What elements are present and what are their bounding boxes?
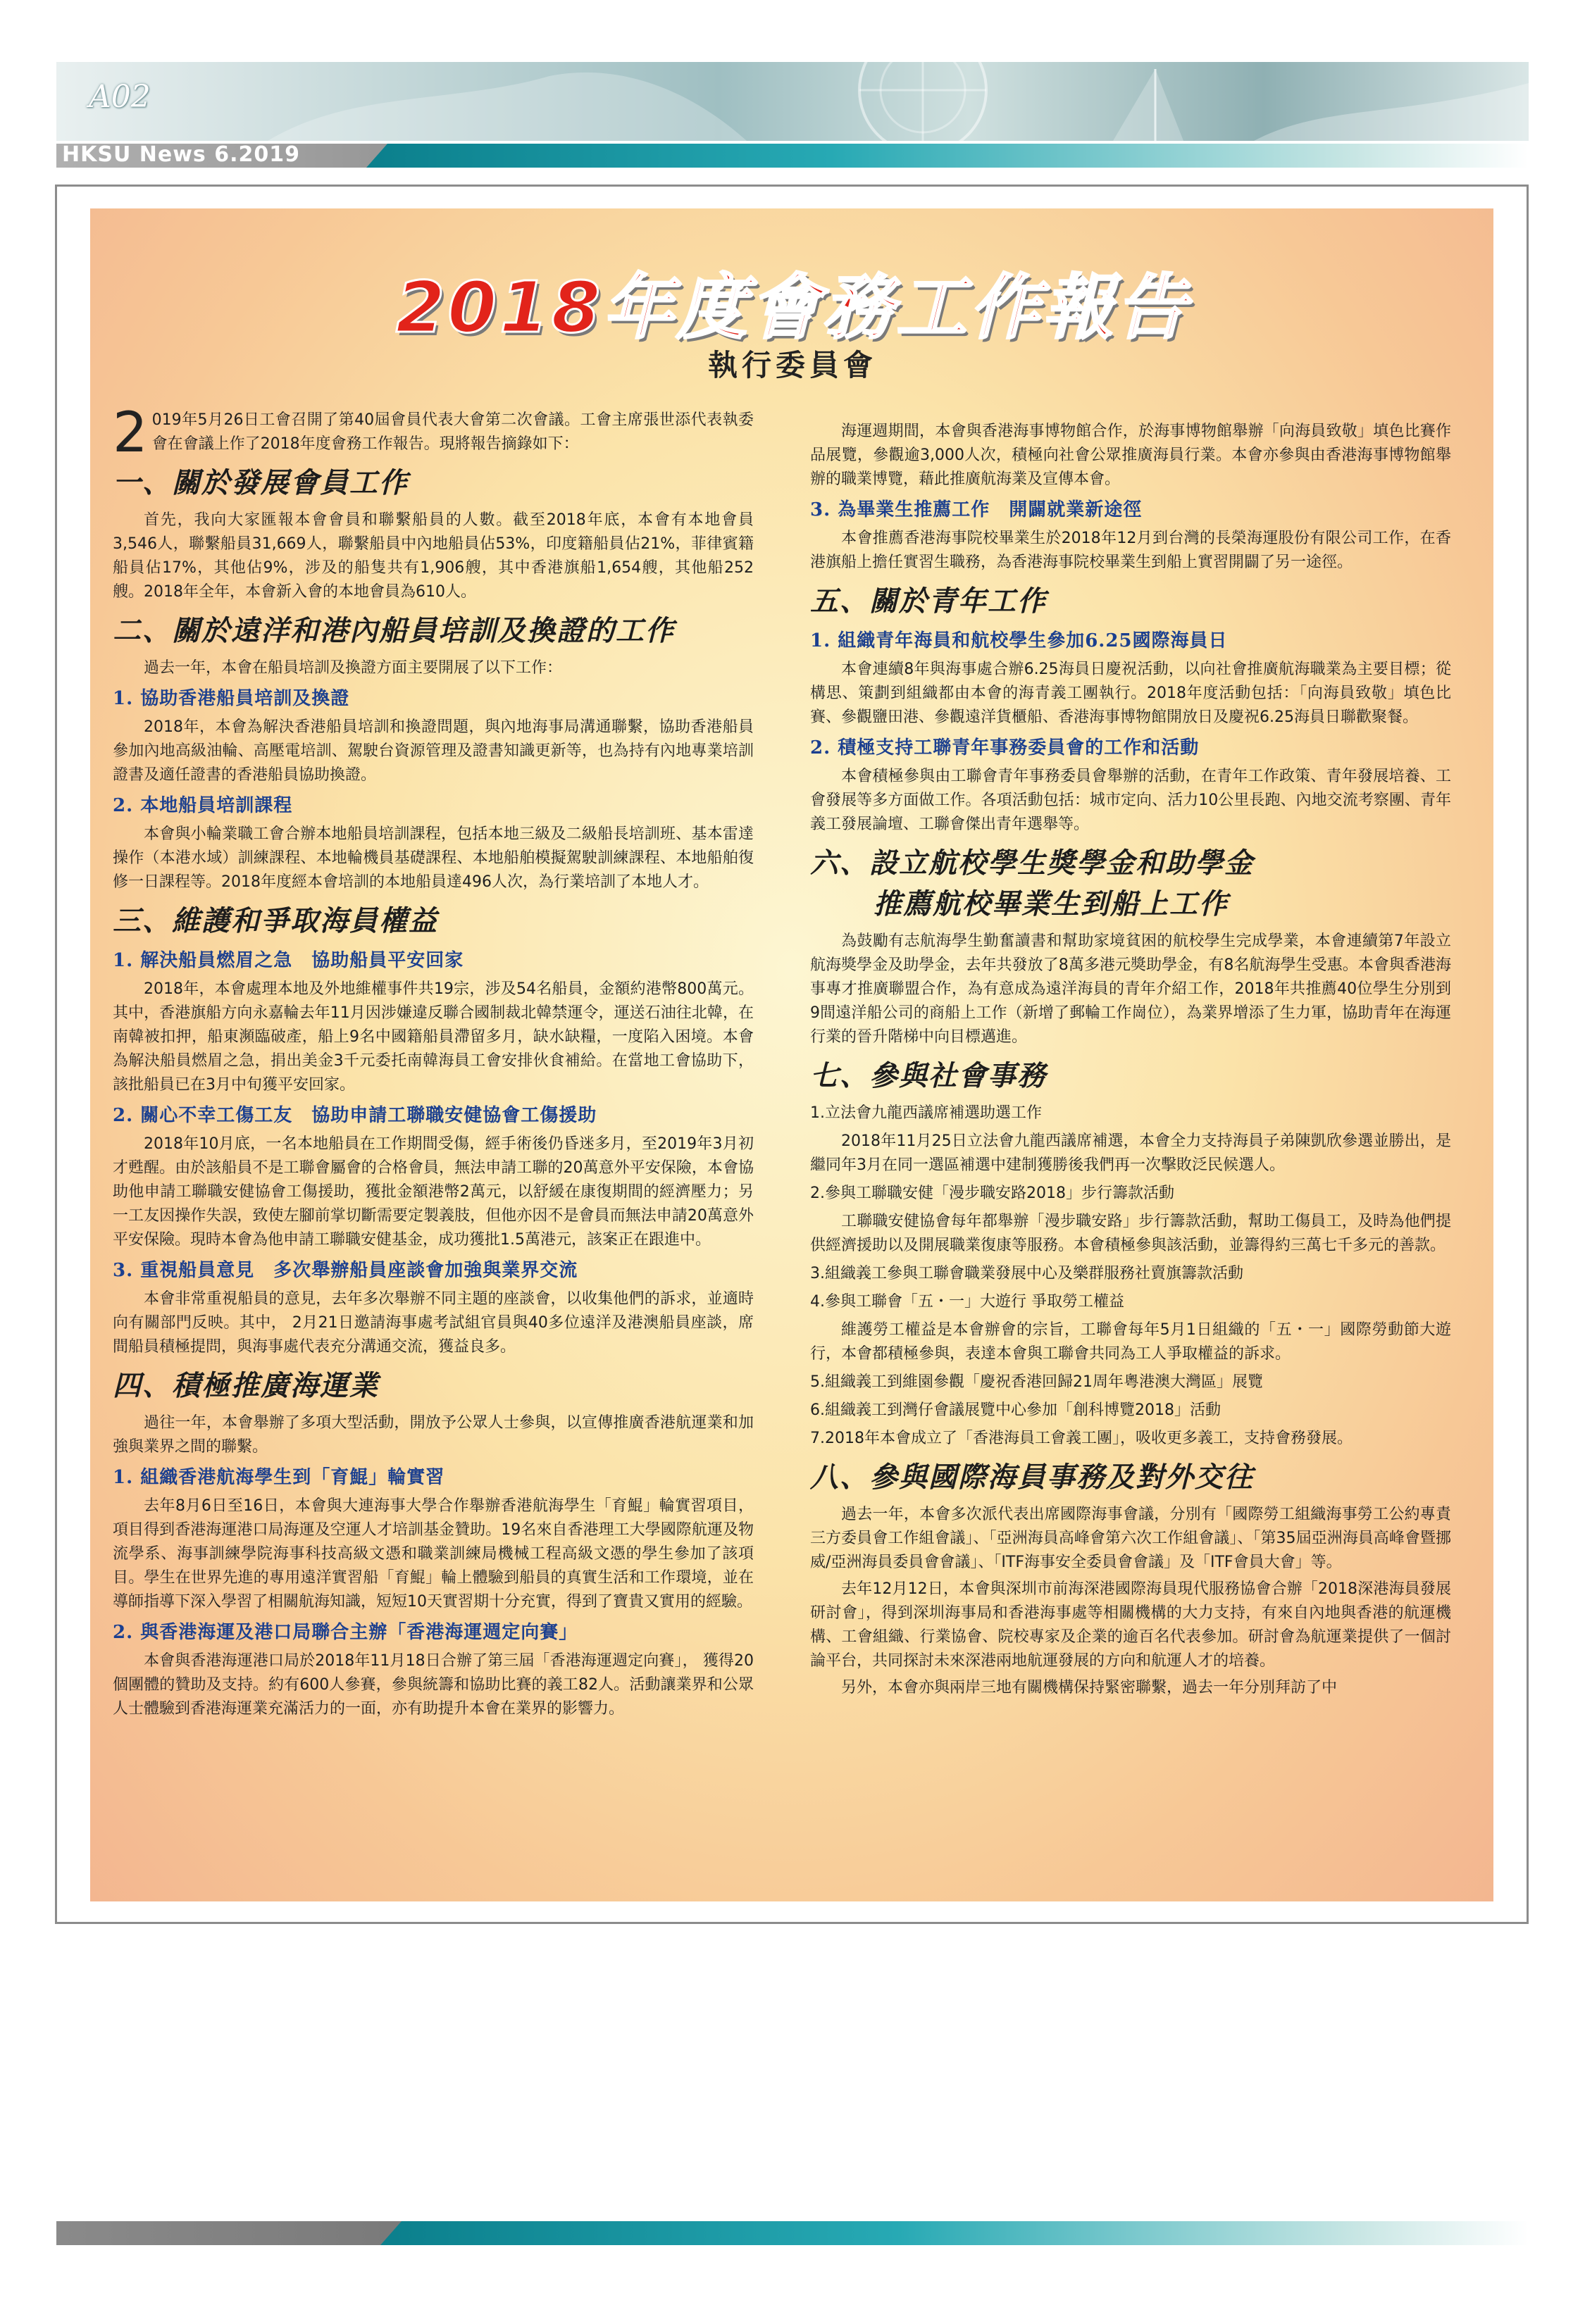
section-3-2-heading: 2. 關心不幸工傷工友 協助申請工聯職安健協會工傷援助 <box>113 1105 597 1126</box>
section-7-item-4-paragraph: 維護勞工權益是本會辦會的宗旨，工聯會每年5月1日組織的「五・一」國際勞動節大遊行，本會都積極參與，表達本會與工聯會共同為工人爭取權益的訴求。 <box>810 1321 1451 1363</box>
section-4-1-paragraph: 去年8月6日至16日，本會與大連海事大學合作舉辦香港航海學生「育鯤」輪實習項目，項目得到香港海運港口局海運及空運人才培訓基金贊助。19名來自香港理工大學國際航運及物流學系、海事訓練學院海事科技高級文憑和職業訓練局機械工程高級文憑的學生參加了該項目。學生在世界先進的專用遠洋實習船「育鯤」輪上體驗到船員的真實生活和工作環境，並在導師指導下深入學習了相關航海知識，短短10天實習期十分充實，得到了寶貴又實用的經驗。 <box>113 1497 754 1611</box>
section-3-1-paragraph: 2018年，本會處理本地及外地維權事件共19宗，涉及54名船員，金額約港幣800萬元。其中，香港旗船方向永嘉輪去年11月因涉嫌違反聯合國制裁北韓禁運令，運送石油往北韓，在南韓被扣押，船東瀕臨破產，船上9名中國籍船員滯留多月，缺水缺糧，一度陷入困境。本會為解決船員燃眉之急，捐出美金3千元委托南韓海員工會安排伙食補給。在當地工會協助下，該批船員已在3月中旬獲平安回家。 <box>113 980 754 1094</box>
section-7-item-1: 1.立法會九龍西議席補選助選工作 <box>810 1104 1042 1122</box>
right-column <box>810 420 1451 1703</box>
section-2-paragraph: 過去一年，本會在船員培訓及換證方面主要開展了以下工作： <box>144 659 563 677</box>
section-7-item-6: 6.組織義工到灣仔會議展覽中心參加「創科博覽2018」活動 <box>810 1401 1221 1419</box>
section-6-heading: 六、設立航校學生獎學金和助學金 <box>810 847 1254 880</box>
section-7-item-1-paragraph: 2018年11月25日立法會九龍西議席補選，本會全力支持海員子弟陳凱欣參選並勝出，是繼同年3月在同一選區補選中建制獲勝後我們再一次擊敗泛民候選人。 <box>810 1132 1451 1174</box>
section-6-paragraph: 為鼓勵有志航海學生勤奮讀書和幫助家境貧困的航校學生完成學業，本會連續第7年設立航海獎學金及助學金，去年共發放了8萬多港元獎助學金，有8名航海學生受惠。本會與香港海事專才推廣聯盟合作，為有意成為遠洋海員的青年介紹工作，2018年共推薦40位學生分別到9間遠洋船公司的商船上工作（新增了郵輪工作崗位），為業界增添了生力軍，協助青年在海運行業的晉升階梯中向目標邁進。 <box>810 932 1451 1046</box>
section-2-2-heading: 2. 本地船員培訓課程 <box>113 795 293 816</box>
issue-label: HKSU News 6.2019 <box>62 142 301 167</box>
section-4-1-heading: 1. 組織香港航海學生到「育鯤」輪實習 <box>113 1467 445 1488</box>
section-2-2-paragraph: 本會與小輪業職工會合辦本地船員培訓課程，包括本地三級及二級船長培訓班、基本雷達操作（本港水域）訓練課程、本地輪機員基礎課程、本地船舶模擬駕駛訓練課程、本地船舶復修一日課程等。2018年度經本會培訓的本地船員達496人次，為行業培訓了本地人才。 <box>113 825 754 891</box>
section-8-paragraph-1: 過去一年，本會多次派代表出席國際海事會議，分別有「國際勞工組織海事勞工公約專責三方委員會工作組會議」、「亞洲海員高峰會第六次工作組會議」、「第35屆亞洲海員高峰會暨挪威/亞洲海員委員會會議」、「ITF海事安全委員會會議」及「ITF會員大會」等。 <box>810 1506 1451 1571</box>
section-5-2-heading: 2. 積極支持工聯青年事務委員會的工作和活動 <box>810 737 1200 758</box>
section-7-item-2: 2.參與工聯職安健「漫步職安路2018」步行籌款活動 <box>810 1185 1174 1202</box>
section-2-1-heading: 1. 協助香港船員培訓及換證 <box>113 688 350 709</box>
section-7-heading: 七、參與社會事務 <box>810 1060 1047 1092</box>
section-3-2-paragraph: 2018年10月底，一名本地船員在工作期間受傷，經手術後仍昏迷多月，至2019年3月初才甦醒。由於該船員不是工聯會屬會的合格會員，無法申請工聯的20萬意外平安保險，本會協助他申請工聯職安健協會工傷援助，獲批金額港幣2萬元，以舒緩在康復期間的經濟壓力；另一工友因操作失誤，致使左腳前掌切斷需要定製義肢，但他亦因不是會員而無法申請20萬意外平安保險。現時本會為他申請工聯職安健基金，成功獲批1.5萬港元，該案正在跟進中。 <box>113 1135 754 1249</box>
section-7-item-7: 7.2018年本會成立了「香港海員工會義工團」，吸收更多義工，支持會務發展。 <box>810 1430 1353 1447</box>
section-7-item-2-paragraph: 工聯職安健協會每年都舉辦「漫步職安路」步行籌款活動，幫助工傷員工，及時為他們提供經濟援助以及開展職業復康等服務。本會積極參與該活動，並籌得約三萬七千多元的善款。 <box>810 1213 1451 1254</box>
section-3-3-heading: 3. 重視船員意見 多次舉辦船員座談會加強與業界交流 <box>113 1260 578 1281</box>
section-7-item-5: 5.組織義工到維園參觀「慶祝香港回歸21周年粵港澳大灣區」展覽 <box>810 1373 1263 1391</box>
section-8-paragraph-3: 另外，本會亦與兩岸三地有關機構保持緊密聯繫，過去一年分別拜訪了中 <box>841 1679 1338 1697</box>
section-1-heading: 一、關於發展會員工作 <box>113 467 409 499</box>
section-3-1-heading: 1. 解決船員燃眉之急 協助船員平安回家 <box>113 950 464 971</box>
nautical-banner-image <box>56 62 1529 141</box>
section-2-1-paragraph: 2018年，本會為解決香港船員培訓和換證問題，與內地海事局溝通聯繫，協助香港船員參加內地高級油輪、高壓電培訓、駕駛台資源管理及證書知識更新等，也為持有內地專業培訓證書及適任證書的香港船員協助換證。 <box>113 718 754 784</box>
page-number: A02 <box>89 79 151 115</box>
article-title: 2018年度會務工作報告 <box>395 266 1190 349</box>
section-4-2-continued-paragraph: 海運週期間，本會與香港海事博物館合作，於海事博物館舉辦「向海員致敬」填色比賽作品展覽，參觀逾3,000人次，積極向社會公眾推廣海員行業。本會亦參與由香港海事博物館舉辦的職業博覽，藉此推廣航海業及宣傳本會。 <box>810 423 1451 488</box>
section-4-heading: 四、積極推廣海運業 <box>113 1370 379 1402</box>
section-4-paragraph: 過往一年，本會舉辦了多項大型活動，開放予公眾人士參與，以宣傳推廣香港航運業和加強與業界之間的聯繫。 <box>113 1414 754 1456</box>
intro-paragraph <box>113 401 754 465</box>
drop-cap: 2 <box>113 401 148 465</box>
header-banner <box>56 62 1529 141</box>
section-4-3-paragraph: 本會推薦香港海事院校畢業生於2018年12月到台灣的長榮海運股份有限公司工作，在香港旗船上擔任實習生職務，為香港海事院校畢業生到船上實習開闢了另一途徑。 <box>810 530 1451 571</box>
section-5-heading: 五、關於青年工作 <box>810 585 1047 618</box>
section-4-3-heading: 3. 為畢業生推薦工作 開闢就業新途徑 <box>810 499 1143 520</box>
section-5-2-paragraph: 本會積極參與由工聯會青年事務委員會舉辦的活動，在青年工作政策、青年發展培養、工會發展等多方面做工作。各項活動包括：城市定向、活力10公里長跑、內地交流考察團、青年義工發展論壇、工聯會傑出青年選舉等。 <box>810 768 1451 833</box>
left-column <box>113 401 754 1724</box>
section-5-1-heading: 1. 組織青年海員和航校學生參加6.25國際海員日 <box>810 630 1228 651</box>
section-8-paragraph-2: 去年12月12日，本會與深圳市前海深港國際海員現代服務協會合辦「2018深港海員發展研討會」，得到深圳海事局和香港海事處等相關機構的大力支持，有來自內地與香港的航運機構、工會組織、行業協會、院校專家及企業的逾百名代表參加。研討會為航運業提供了一個討論平台，共同探討未來深港兩地航運發展的方向和航運人才的培養。 <box>810 1580 1451 1670</box>
article-byline: 執行委員會 <box>707 348 877 382</box>
section-7-item-4: 4.參與工聯會「五・一」大遊行 爭取勞工權益 <box>810 1293 1124 1311</box>
header-teal-band <box>366 144 1529 168</box>
section-1-paragraph: 首先，我向大家匯報本會會員和聯繫船員的人數。截至2018年底，本會有本地會員3,546人，聯繫船員31,669人，聯繫船員中內地船員佔53%，印度籍船員佔21%，菲律賓籍船員佔17%，其他佔9%，涉及的船隻共有1,906艘，其中香港旗船1,654艘，其他船252艘。2018年全年，本會新入會的本地會員為610人。 <box>113 511 754 601</box>
section-4-2-heading: 2. 與香港海運及港口局聯合主辦「香港海運週定向賽」 <box>113 1622 578 1643</box>
section-6-heading-line2: 推薦航校畢業生到船上工作 <box>874 888 1229 920</box>
section-7-item-3: 3.組織義工參與工聯會職業發展中心及樂群服務社賣旗籌款活動 <box>810 1265 1243 1282</box>
section-8-heading: 八、參與國際海員事務及對外交往 <box>810 1461 1254 1494</box>
section-3-3-paragraph: 本會非常重視船員的意見，去年多次舉辦不同主題的座談會，以收集他們的訴求，並適時向有關部門反映。其中， 2月21日邀請海事處考試組官員與40多位遠洋及港澳船員座談，席間船員積極提問，與海事處代表充分溝通交流，獲益良多。 <box>113 1290 754 1356</box>
section-3-heading: 三、維護和爭取海員權益 <box>113 905 438 937</box>
section-2-heading: 二、關於遠洋和港內船員培訓及換證的工作 <box>113 615 675 647</box>
section-5-1-paragraph: 本會連續8年與海事處合辦6.25海員日慶祝活動，以向社會推廣航海職業為主要目標；從構思、策劃到組織都由本會的海青義工團執行。2018年度活動包括：「向海員致敬」填色比賽、參觀鹽田港、參觀遠洋貨櫃船、香港海事博物館開放日及慶祝6.25海員日聯歡聚餐。 <box>810 661 1451 726</box>
section-4-2-paragraph: 本會與香港海運港口局於2018年11月18日合辦了第三屆「香港海運週定向賽」， 獲得20個團體的贊助及支持。約有600人參賽，參與統籌和協助比賽的義工82人。活動讓業界和公眾人士體驗到香港海運業充滿活力的一面，亦有助提升本會在業界的影響力。 <box>113 1652 754 1718</box>
intro-text: 019年5月26日工會召開了第40屆會員代表大會第二次會議。工會主席張世添代表執委會在會議上作了2018年度會務工作報告。現將報告摘錄如下： <box>151 411 754 453</box>
footer-teal-band <box>380 2221 1529 2245</box>
